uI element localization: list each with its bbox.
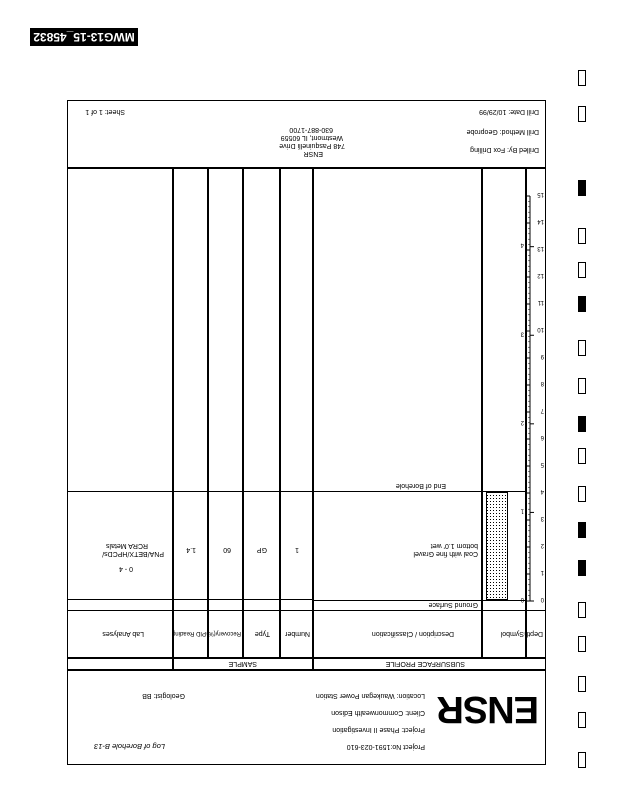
- depth-ft-label: 7: [540, 407, 544, 413]
- depth-ft-label: 0: [540, 596, 544, 602]
- depth-ft-label: 11: [537, 299, 544, 305]
- margin-mark: [578, 448, 586, 464]
- depth-ft-label: 6: [540, 434, 544, 440]
- depth-ft-label: 4: [540, 488, 544, 494]
- subsurface-header: SUBSURFACE PROFILE: [313, 658, 546, 670]
- address-line2: Westmont, IL 60559: [280, 134, 343, 141]
- recovery-label: Recovery(%): [206, 630, 241, 636]
- margin-mark: [578, 70, 586, 86]
- client-name: Client: Commonwealth Edison: [331, 709, 425, 716]
- margin-mark: [578, 486, 586, 502]
- number-label: Number: [285, 630, 310, 637]
- lab-header-cap: [67, 658, 173, 670]
- depth-scale: [514, 167, 544, 607]
- symbol-label: Symbol: [500, 630, 524, 637]
- margin-mark: [578, 602, 586, 618]
- depth-ft-label: 13: [537, 245, 544, 251]
- depth-ft-label: 1: [540, 569, 544, 575]
- address-line1: 748 Pasquinelli Drive: [279, 142, 345, 149]
- depth-label: Depth: [524, 630, 543, 637]
- margin-mark: [578, 180, 586, 196]
- margin-mark: [578, 522, 586, 538]
- sample-recovery: 60: [223, 546, 231, 553]
- col-pid: [173, 168, 208, 658]
- col-type: [243, 168, 280, 658]
- margin-mark: [578, 228, 586, 244]
- description-line1: Coal with fine Gravel: [413, 550, 478, 557]
- depth-ft-label: 5: [540, 461, 544, 467]
- sample-header: SAMPLE: [173, 658, 313, 670]
- margin-mark: [578, 340, 586, 356]
- depth-ft-label: 9: [540, 353, 544, 359]
- project-number: Project No:1591-023-610: [346, 743, 425, 750]
- end-line: [313, 491, 526, 492]
- margin-mark: [578, 636, 586, 652]
- margin-mark: [578, 106, 586, 122]
- col-description: [313, 168, 482, 658]
- drill-method: Drill Method: Geoprobe: [466, 128, 539, 135]
- drilled-by: Drilled By: Fox Drilling: [470, 146, 539, 153]
- margin-mark: [578, 712, 586, 728]
- coal-gravel-symbol: [486, 492, 508, 600]
- log-title: Log of Borehole B-13: [94, 742, 165, 751]
- geologist-name: Geologist: BB: [142, 692, 185, 699]
- drill-date: Drill Date: 10/29/99: [479, 108, 539, 115]
- sample-row-bottom: [67, 491, 313, 492]
- margin-mark: [578, 560, 586, 576]
- margin-mark: [578, 378, 586, 394]
- company-name: ENSR: [303, 150, 323, 157]
- ensr-logo: ENSR: [437, 688, 539, 730]
- header-box: [67, 670, 546, 765]
- type-label: Type: [254, 630, 270, 637]
- sample-row-top: [67, 599, 313, 600]
- project-name: Project: Phase II Investigation: [332, 726, 425, 733]
- depth-ft-label: 14: [537, 218, 544, 224]
- depth-m-label: 4: [520, 241, 524, 248]
- margin-mark: [578, 262, 586, 278]
- margin-mark: [578, 676, 586, 692]
- col-number: [280, 168, 313, 658]
- depth-ft-label: 12: [537, 272, 544, 278]
- sample-type: GP: [256, 546, 267, 553]
- description-label: Description / Classification: [371, 630, 454, 637]
- lab-label: Lab Analyses: [102, 630, 144, 637]
- end-of-borehole: End of Borehole: [395, 482, 446, 489]
- depth-m-label: 2: [520, 418, 524, 425]
- ground-surface-line: [313, 600, 526, 601]
- sample-pid: 1.4: [186, 546, 196, 553]
- lab-line1: 0 - 4: [118, 565, 133, 572]
- margin-mark: [578, 416, 586, 432]
- margin-mark: [578, 296, 586, 312]
- depth-ft-label: 15: [537, 191, 544, 197]
- ground-surface-label: Ground Surface: [428, 601, 478, 608]
- description-line2: bottom 1.0' wet: [430, 542, 478, 549]
- depth-m-label: 1: [520, 507, 524, 514]
- phone-number: 630-887-1700: [289, 126, 333, 133]
- depth-ft-label: 3: [540, 515, 544, 521]
- location-name: Location: Waukegan Power Station: [315, 692, 425, 699]
- sheet-number: Sheet: 1 of 1: [85, 108, 125, 115]
- lab-line3: RCRA Metals: [105, 542, 148, 549]
- col-recovery: [208, 168, 243, 658]
- footer-box: [67, 100, 546, 168]
- col-lab: [67, 168, 173, 658]
- document-stamp: MWG13-15_45832: [30, 28, 138, 46]
- borehole-log-sheet: [67, 100, 546, 765]
- margin-mark: [578, 752, 586, 768]
- depth-ft-label: 10: [537, 326, 544, 332]
- depth-ft-label: 8: [540, 380, 544, 386]
- pid-label: PID Reading: [171, 630, 206, 636]
- depth-m-label: 3: [520, 330, 524, 337]
- depth-ft-label: 2: [540, 542, 544, 548]
- lab-line2: PNA/BETX/HPCDs/: [102, 550, 164, 557]
- depth-m-label: 0: [520, 596, 524, 602]
- sample-number: 1: [295, 546, 299, 553]
